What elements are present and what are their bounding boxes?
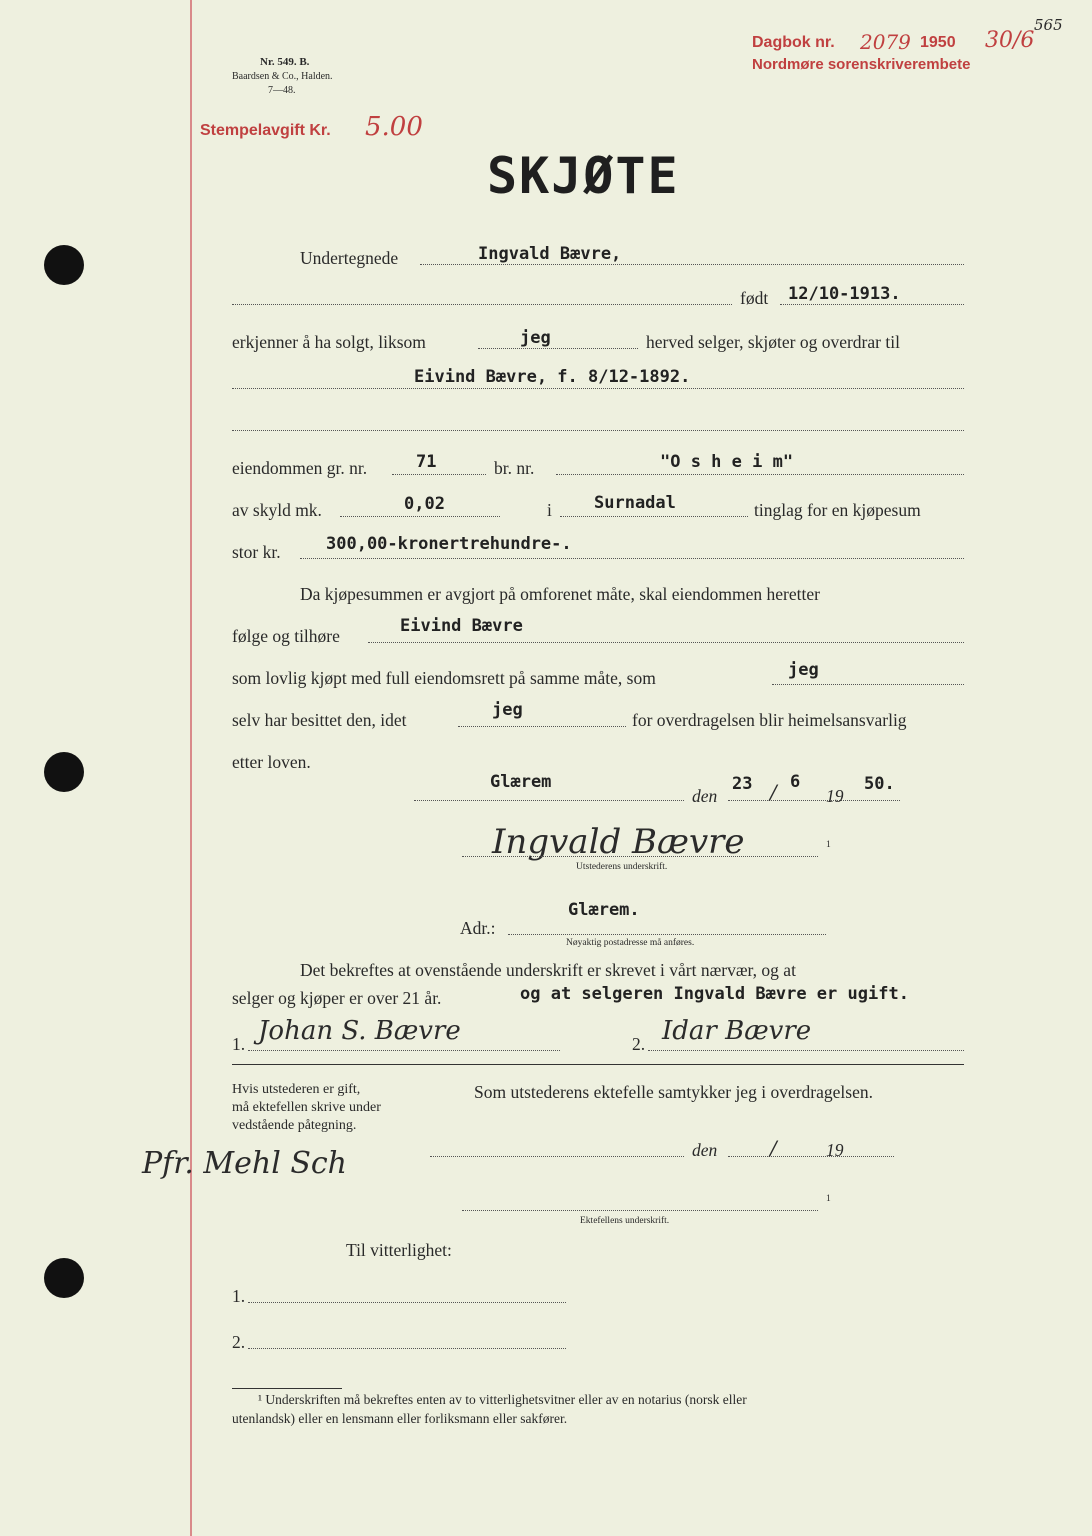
overdragelsen-label: for overdragelsen blir heimelsansvarlig <box>632 710 907 730</box>
pronoun-1: jeg <box>520 328 551 348</box>
place: Glærem <box>490 772 552 792</box>
br-nr-label: br. nr. <box>494 458 535 478</box>
field-line <box>560 516 748 517</box>
dagbok-label: Dagbok nr. <box>752 34 835 51</box>
signature-caption: Utstederens underskrift. <box>576 862 668 872</box>
signature-line <box>462 1210 818 1211</box>
field-line <box>458 726 626 727</box>
date-slash: / <box>770 780 777 804</box>
spouse-note-line2: må ektefellen skrive under <box>232 1100 381 1115</box>
vitterlighet-label: Til vitterlighet: <box>346 1240 452 1260</box>
gr-nr: 71 <box>416 452 437 472</box>
folge-label: følge og tilhøre <box>232 626 340 646</box>
skyld-value: 0,02 <box>404 494 445 514</box>
dagbok-number: 2079 <box>860 30 911 54</box>
i-label: i <box>547 500 552 520</box>
spouse-note-line1: Hvis utstederen er gift, <box>232 1082 361 1097</box>
price: 300,00-kronertrehundre-. <box>326 534 572 554</box>
witness-2-signature: Idar Bævre <box>662 1016 812 1046</box>
punch-hole <box>44 752 84 792</box>
etter-loven: etter loven. <box>232 752 311 772</box>
spouse-year-prefix: 19 <box>826 1140 844 1160</box>
spouse-note-line3: vedstående påtegning. <box>232 1118 357 1133</box>
dagbok-date: 30/6 <box>985 28 1035 53</box>
field-line <box>772 684 964 685</box>
punch-hole <box>44 1258 84 1298</box>
document-title: SKJØTE <box>487 147 680 205</box>
spouse-date-slash: / <box>770 1136 777 1160</box>
field-line <box>392 474 486 475</box>
witness-text-typed: og at selgeren Ingvald Bævre er ugift. <box>520 984 909 1004</box>
field-line <box>728 800 900 801</box>
margin-handwritten-note: Pfr. Mehl Sch <box>142 1146 348 1181</box>
field-line <box>248 1302 566 1303</box>
selv-label: selv har besittet den, idet <box>232 710 407 730</box>
stamp-fee-label: Stempelavgift Kr. <box>200 122 331 139</box>
eiendommen-label: eiendommen gr. nr. <box>232 458 368 478</box>
herved-label: herved selger, skjøter og overdrar til <box>646 332 900 352</box>
seller-birthdate: 12/10-1913. <box>788 284 901 304</box>
seller-name: Ingvald Bævre, <box>478 244 622 264</box>
pronoun-3: jeg <box>492 700 523 720</box>
punch-hole <box>44 245 84 285</box>
lovlig-label: som lovlig kjøpt med full eiendomsrett på samme måte, som <box>232 668 656 688</box>
page-reference: 565 <box>1034 16 1063 34</box>
dagbok-year: 1950 <box>920 34 956 51</box>
buyer-name: Eivind Bævre, f. 8/12-1892. <box>414 367 691 387</box>
para2-line1: Da kjøpesummen er avgjort på omforenet måte, skal eiendommen heretter <box>300 584 820 604</box>
field-line <box>232 388 964 389</box>
spouse-den-label: den <box>692 1140 718 1160</box>
field-line <box>340 516 500 517</box>
margin-rule <box>190 0 192 1536</box>
date-day: 23 <box>732 774 753 794</box>
skyld-label: av skyld mk. <box>232 500 322 520</box>
stamp-fee-value: 5.00 <box>365 112 423 142</box>
field-line <box>232 304 732 305</box>
address-caption: Nøyaktig postadresse må anføres. <box>566 938 695 948</box>
field-line <box>414 800 684 801</box>
witness-num-1: 1. <box>232 1034 246 1054</box>
field-line <box>478 348 638 349</box>
spouse-consent: Som utstederens ektefelle samtykker jeg i overdragelsen. <box>474 1082 873 1102</box>
address-label: Adr.: <box>460 918 496 938</box>
vitterlighet-num-2: 2. <box>232 1332 246 1352</box>
tinglag-name: Surnadal <box>594 493 676 513</box>
field-line <box>300 558 964 559</box>
den-label: den <box>692 786 718 806</box>
spouse-signature-caption: Ektefellens underskrift. <box>580 1216 670 1226</box>
address-value: Glærem. <box>568 900 640 920</box>
year-suffix: 50. <box>864 774 895 794</box>
field-line <box>430 1156 684 1157</box>
new-owner: Eivind Bævre <box>400 616 523 636</box>
vitterlighet-num-1: 1. <box>232 1286 246 1306</box>
witness-text-line1: Det bekreftes at ovenstående underskrift er skrevet i vårt nærvær, og at <box>300 960 796 980</box>
footnote-line2: utenlandsk) eller en lensmann eller forliksmann eller sakfører. <box>232 1411 568 1426</box>
field-line <box>556 474 964 475</box>
field-line <box>420 264 964 265</box>
stor-label: stor kr. <box>232 542 281 562</box>
footnote-rule <box>232 1388 342 1389</box>
footnote-line1: ¹ Underskriften må bekreftes enten av to vitterlighetsvitner eller av en notarius (norsk eller <box>258 1392 747 1407</box>
footnote-mark: 1 <box>826 840 831 850</box>
year-prefix: 19 <box>826 786 844 806</box>
undertegnede-label: Undertegnede <box>300 248 399 268</box>
tinglag-label: tinglag for en kjøpesum <box>754 500 921 520</box>
farm-name: "O s h e i m" <box>660 452 794 472</box>
witness-1-signature: Johan S. Bævre <box>258 1016 461 1046</box>
section-divider <box>232 1064 964 1065</box>
field-line <box>232 430 964 431</box>
footnote-mark: 1 <box>826 1194 831 1204</box>
erkjenner-label: erkjenner å ha solgt, liksom <box>232 332 426 352</box>
field-line <box>780 304 964 305</box>
field-line <box>248 1050 560 1051</box>
signature-line <box>462 856 818 857</box>
field-line <box>508 934 826 935</box>
form-printer: Baardsen & Co., Halden. <box>232 71 333 82</box>
office-stamp: Nordmøre sorenskriverembete <box>752 56 971 73</box>
date-month: 6 <box>790 772 801 792</box>
fodt-label: født <box>740 288 769 308</box>
seller-signature: Ingvald Bævre <box>492 822 745 862</box>
field-line <box>368 642 964 643</box>
form-print-date: 7—48. <box>268 85 296 96</box>
field-line <box>648 1050 964 1051</box>
witness-num-2: 2. <box>632 1034 646 1054</box>
field-line <box>248 1348 566 1349</box>
witness-text-line2: selger og kjøper er over 21 år. <box>232 988 442 1008</box>
field-line <box>728 1156 894 1157</box>
form-number: Nr. 549. B. <box>260 56 310 68</box>
pronoun-2: jeg <box>788 660 819 680</box>
